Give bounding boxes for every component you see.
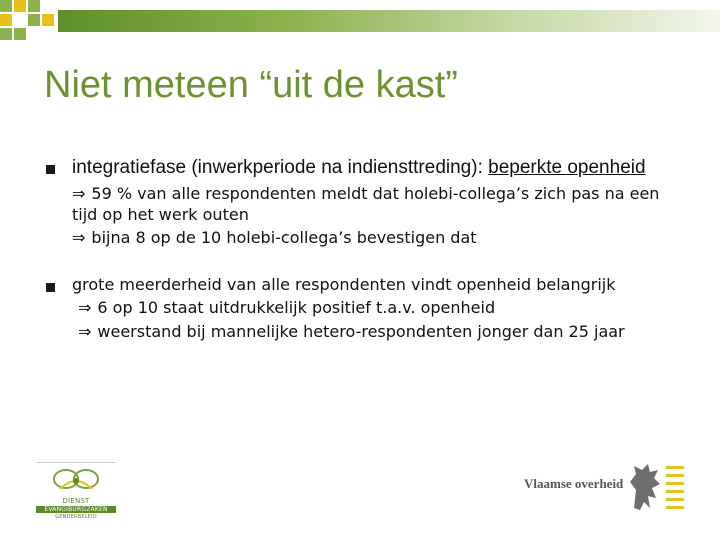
sub-text: 6 op 10 staat uitdrukkelijk positief t.a.v. openheid <box>97 298 496 317</box>
sub-text: weerstand bij mannelijke hetero-respondenten jonger dan 25 jaar <box>97 322 625 341</box>
decor-square <box>28 28 40 40</box>
decor-square <box>28 0 40 12</box>
bullet-1-prefix: integratiefase (inwerkperiode na indiensttreding): <box>72 157 489 178</box>
arrow-icon: ⇒ <box>78 298 92 317</box>
decor-square <box>42 14 54 26</box>
bullet-2-sub-2 <box>78 322 625 341</box>
bullet-2-text <box>72 275 615 294</box>
green-gradient-bar <box>58 10 720 32</box>
bullet-1-sub-1 <box>72 184 659 203</box>
decor-square <box>0 14 12 26</box>
bullet-1-underlined: beperkte openheid <box>488 157 646 178</box>
decor-square <box>14 0 26 12</box>
decor-square <box>14 28 26 40</box>
vlaamse-overheid-text: Vlaamse overheid <box>524 476 624 491</box>
bullet-1-text <box>72 157 646 179</box>
flemish-lion-icon <box>626 460 664 514</box>
decor-square <box>0 0 12 12</box>
bullet-2-sub-1 <box>78 298 495 317</box>
dienst-logo <box>36 462 116 521</box>
sub-text: bijna 8 op de 10 holebi-collega’s bevestigen dat <box>91 228 477 247</box>
arrow-icon: ⇒ <box>78 322 92 341</box>
logo-left-line1: DIENST <box>62 497 90 505</box>
bullet-1-sub-1-cont <box>72 205 249 224</box>
arrow-icon: ⇒ <box>72 228 86 247</box>
decor-square <box>42 0 54 12</box>
logo-left-line3: GENDERBELEID <box>55 514 97 520</box>
bullet-marker <box>46 165 55 174</box>
decor-square <box>14 14 26 26</box>
vlaamse-overheid-logo <box>516 460 686 516</box>
decor-square <box>0 28 12 40</box>
decor-square <box>28 14 40 26</box>
butterfly-flower-icon <box>44 467 108 497</box>
bullet-2-prefix: grote meerderheid van alle respondenten vindt openheid belangrijk <box>72 275 616 294</box>
sub-text: tijd op het werk outen <box>72 205 249 224</box>
sub-text: 59 % van alle respondenten meldt dat holebi-collega’s zich pas na een <box>91 184 660 203</box>
logo-left-line2: EVANGIBURGZAKEN <box>36 506 116 513</box>
slide-title: Niet meteen “uit de kast” <box>44 64 458 106</box>
bullet-1-sub-2 <box>72 228 477 247</box>
arrow-icon: ⇒ <box>72 184 86 203</box>
bullet-marker <box>46 283 55 292</box>
yellow-stripes-icon <box>666 466 684 514</box>
top-decorative-band <box>0 0 720 40</box>
